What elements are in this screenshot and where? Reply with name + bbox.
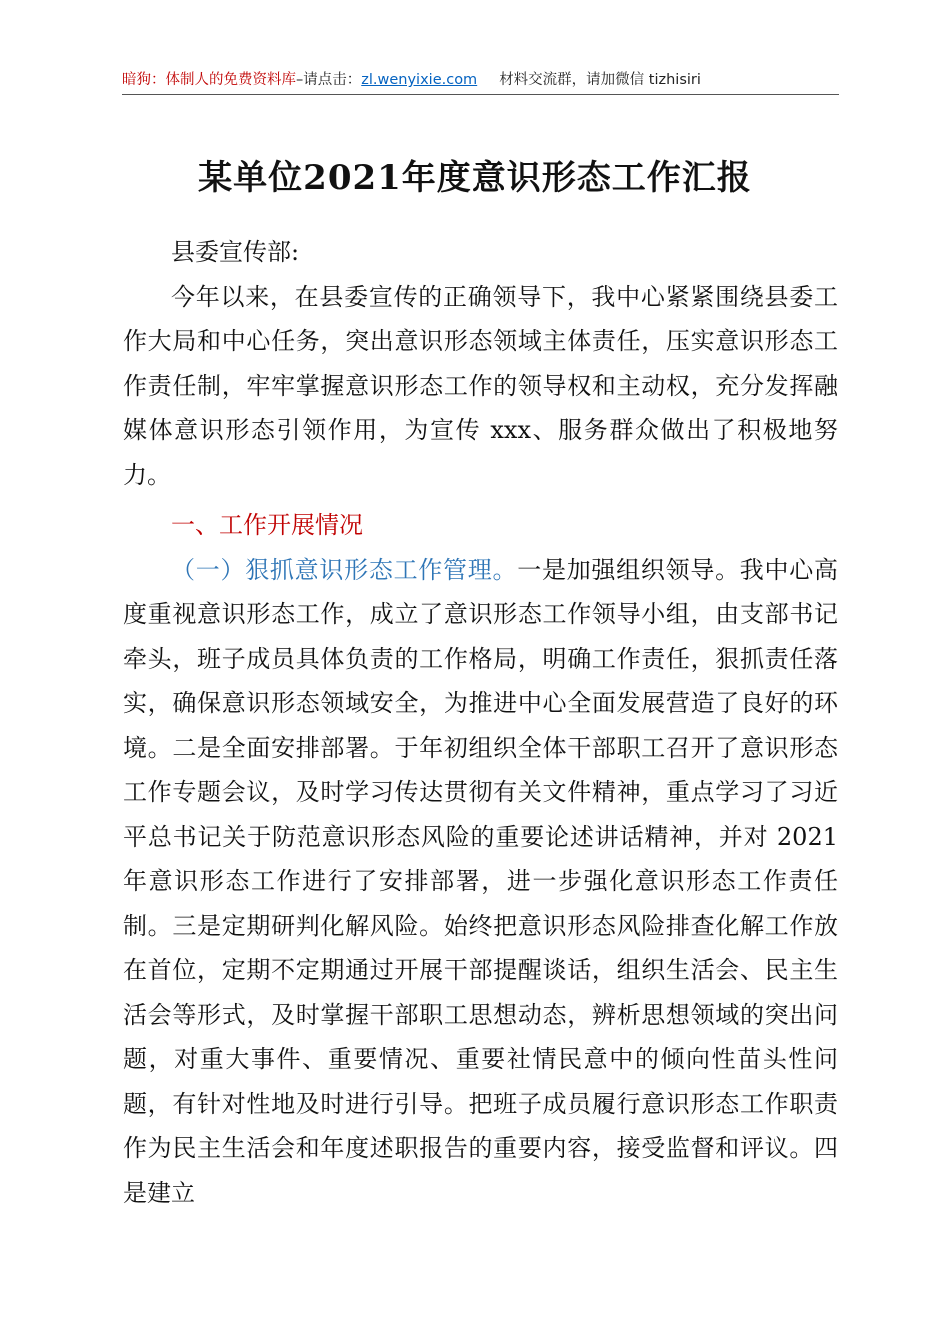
header-divider (122, 94, 839, 95)
site-link[interactable]: zl.wenyixie.com (361, 72, 478, 88)
contact-text: 材料交流群，请加微信 tizhisiri (499, 72, 701, 88)
promo-text: 暗狗：体制人的免费资料库 (122, 72, 296, 88)
subsection-body: 一是加强组织领导。我中心高度重视意识形态工作，成立了意识形态工作领导小组，由支部书记牵头，班子成员具体负责的工作格局，明确工作责任，狠抓责任落实，确保意识形态领域安全，为推进中心全面发展营造了良好的环境。二是全面安排部署。于年初组织全体干部职工召开了意识形态工作专题会议，及时学习传达贯彻有关文件精神，重点学习了习近平总书记关于防范意识形态风险的重要论述讲话精神，并对 2021 年意识形态工作进行了安排部署，进一步强化意识形态工作责任制。三是定期研判化解风险。始终把意识形态风险排查化解工作放在首位，定期不定期通过开展干部提醒谈话，组织生活会、民主生活会等形式，及时掌握干部职工思想动态，辨析思想领域的突出问题，对重大事件、重要情况、重要社情民意中的倾向性苗头性问题，有针对性地及时进行引导。把班子成员履行意识形态工作职责作为民主生活会和年度述职报告的重要内容，接受监督和评议。四是建立 (123, 555, 839, 1207)
subsection-paragraph (123, 548, 838, 1216)
document-body (123, 230, 838, 1215)
section-heading: 一、工作开展情况 (171, 511, 363, 539)
click-prompt: –请点击： (296, 72, 362, 88)
page-header (122, 70, 839, 92)
document-title: 某单位2021年度意识形态工作汇报 (198, 158, 752, 198)
subsection-heading: （一）狠抓意识形态工作管理。 (171, 555, 518, 584)
salutation: 县委宣传部: (171, 238, 300, 266)
intro-paragraph: 今年以来，在县委宣传的正确领导下，我中心紧紧围绕县委工作大局和中心任务，突出意识形态领域主体责任，压实意识形态工作责任制，牢牢掌握意识形态工作的领导权和主动权，充分发挥融媒体意识形态引领作用，为宣传 xxx、服务群众做出了积极地努力。 (123, 282, 838, 489)
